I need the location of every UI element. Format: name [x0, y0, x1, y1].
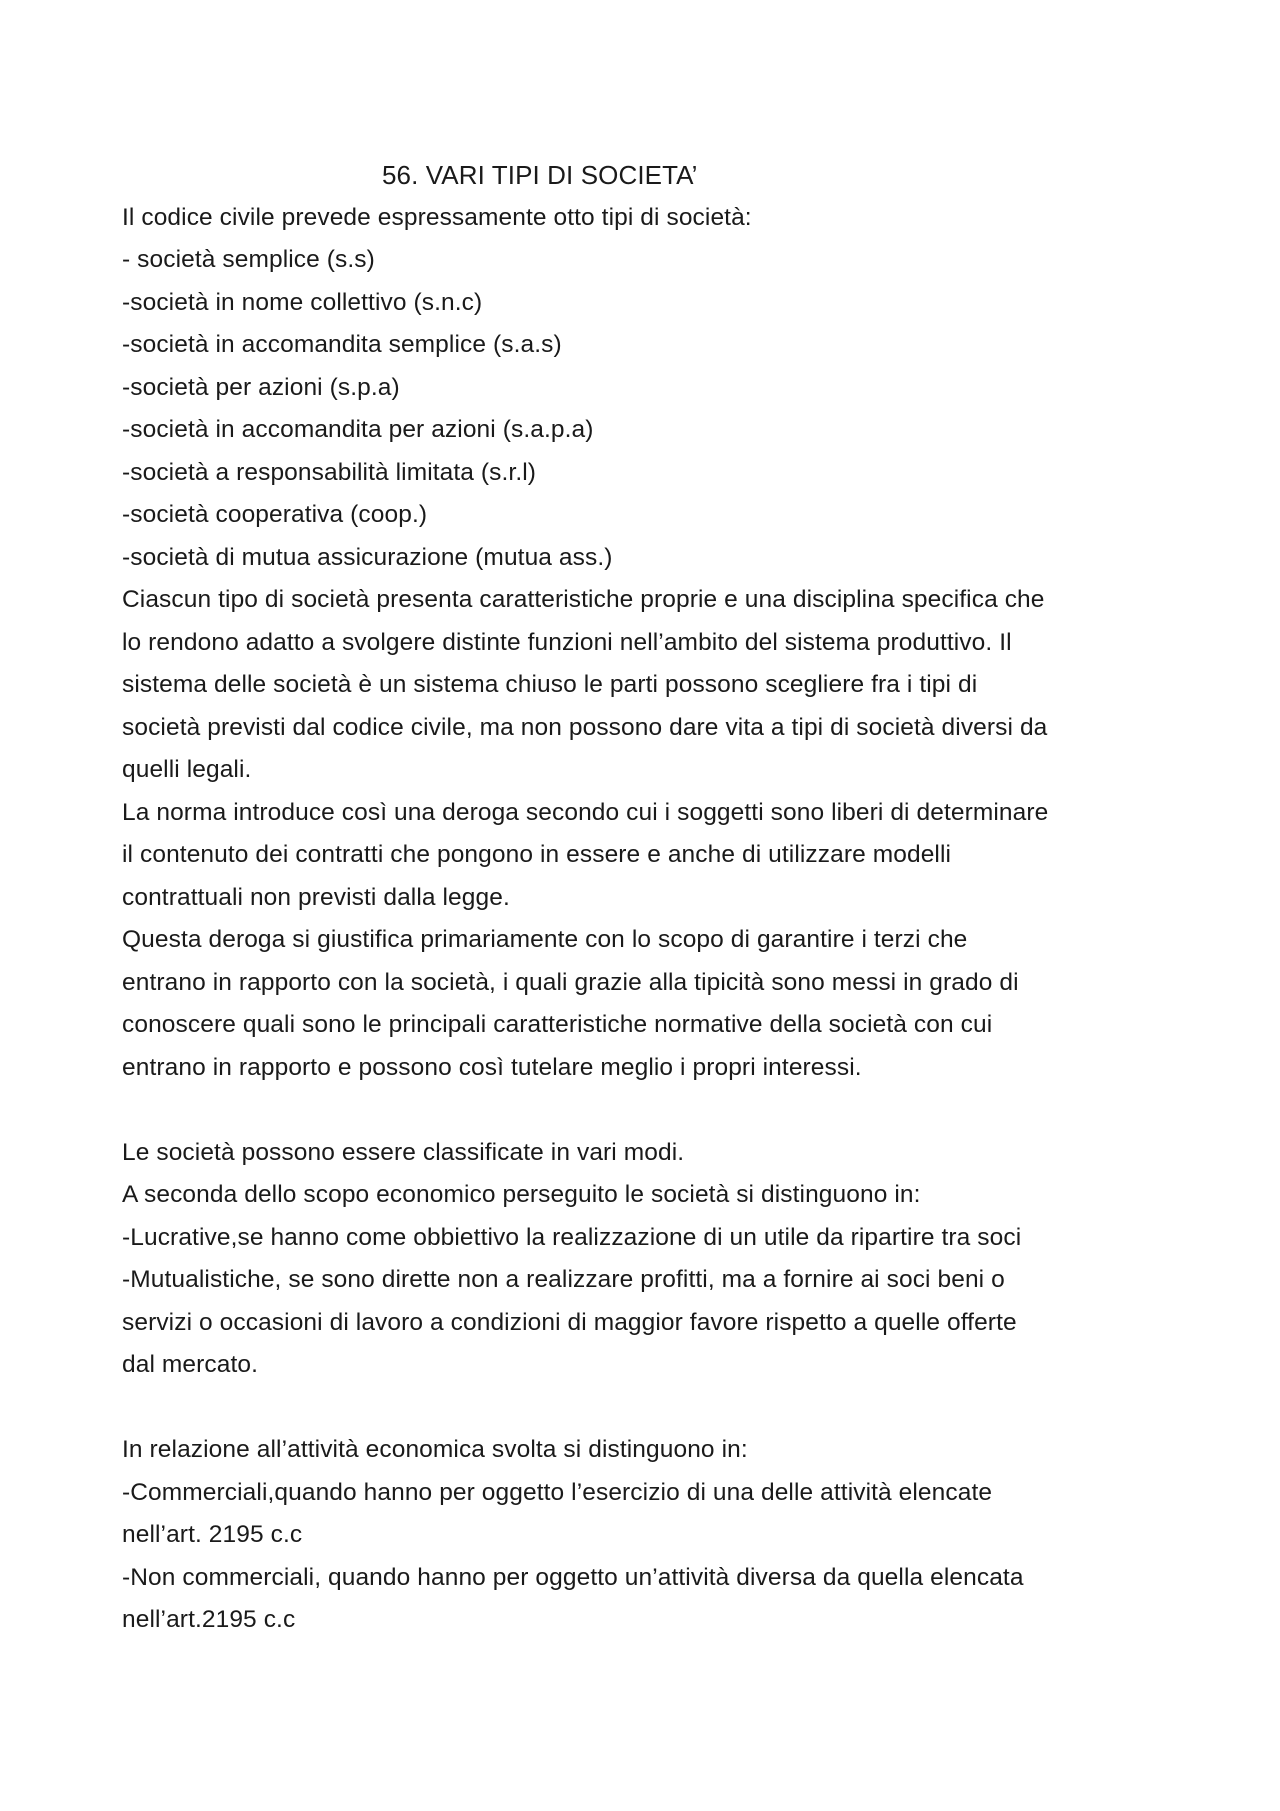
- list-item: -società cooperativa (coop.): [122, 501, 428, 528]
- text-line: La norma introduce così una deroga secondo cui i soggetti sono liberi di determinare: [122, 798, 1049, 826]
- text-line: nell’art. 2195 c.c: [122, 1521, 303, 1548]
- text-line: conoscere quali sono le principali caratteristiche normative della società con cui: [122, 1011, 993, 1038]
- company-types-list: [122, 239, 1182, 579]
- blank-line: [122, 1387, 1182, 1430]
- text-line: entrano in rapporto con la società, i quali grazie alla tipicità sono messi in grado di: [122, 968, 1019, 996]
- document-page: [122, 154, 1182, 1642]
- text-line: A seconda dello scopo economico perseguito le società si distinguono in:: [122, 1181, 921, 1208]
- paragraph-types-characteristics: [122, 579, 1182, 792]
- list-item: -società in nome collettivo (s.n.c): [122, 288, 483, 316]
- document-title: 56. VARI TIPI DI SOCIETA’: [382, 160, 698, 190]
- text-line: lo rendono adatto a svolgere distinte funzioni nell’ambito del sistema produttivo. Il: [122, 628, 1012, 656]
- section-economic-purpose: [122, 1132, 1182, 1387]
- text-line: quelli legali.: [122, 756, 252, 783]
- section-economic-activity: [122, 1429, 1182, 1642]
- text-line: sistema delle società è un sistema chiuso le parti possono scegliere fra i tipi di: [122, 671, 978, 698]
- text-line: -Mutualistiche, se sono dirette non a realizzare profitti, ma a fornire ai soci beni o: [122, 1266, 1005, 1293]
- text-line: Questa deroga si giustifica primariamente con lo scopo di garantire i terzi che: [122, 926, 968, 953]
- text-line: Le società possono essere classificate in vari modi.: [122, 1138, 685, 1166]
- text-line: Ciascun tipo di società presenta caratteristiche proprie e una disciplina specifica che: [122, 586, 1045, 613]
- list-item: -società in accomandita semplice (s.a.s): [122, 331, 562, 358]
- blank-line: [122, 1089, 1182, 1132]
- text-line: -Non commerciali, quando hanno per oggetto un’attività diversa da quella elencata: [122, 1563, 1024, 1591]
- text-line: il contenuto dei contratti che pongono in essere e anche di utilizzare modelli: [122, 841, 952, 868]
- list-item: -società a responsabilità limitata (s.r.l): [122, 458, 537, 486]
- list-item: -società in accomandita per azioni (s.a.p.a): [122, 416, 594, 443]
- text-line: entrano in rapporto e possono così tutelare meglio i propri interessi.: [122, 1053, 862, 1081]
- text-line: In relazione all’attività economica svolta si distinguono in:: [122, 1436, 748, 1463]
- text-line: -Commerciali,quando hanno per oggetto l’esercizio di una delle attività elencate: [122, 1478, 993, 1506]
- paragraph-derogation-justification: [122, 919, 1182, 1089]
- text-line: -Lucrative,se hanno come obbiettivo la realizzazione di un utile da ripartire tra soci: [122, 1223, 1022, 1251]
- text-line: nell’art.2195 c.c: [122, 1606, 296, 1633]
- list-item: - società semplice (s.s): [122, 246, 375, 273]
- text-line: società previsti dal codice civile, ma non possono dare vita a tipi di società diversi da: [122, 713, 1048, 741]
- paragraph-norm-derogation: [122, 792, 1182, 920]
- list-item: -società di mutua assicurazione (mutua ass.): [122, 543, 613, 571]
- text-line: dal mercato.: [122, 1351, 259, 1378]
- list-item: -società per azioni (s.p.a): [122, 373, 400, 401]
- text-line: contrattuali non previsti dalla legge.: [122, 883, 510, 911]
- intro-line: Il codice civile prevede espressamente otto tipi di società:: [122, 203, 752, 231]
- text-line: servizi o occasioni di lavoro a condizioni di maggior favore rispetto a quelle offerte: [122, 1308, 1017, 1336]
